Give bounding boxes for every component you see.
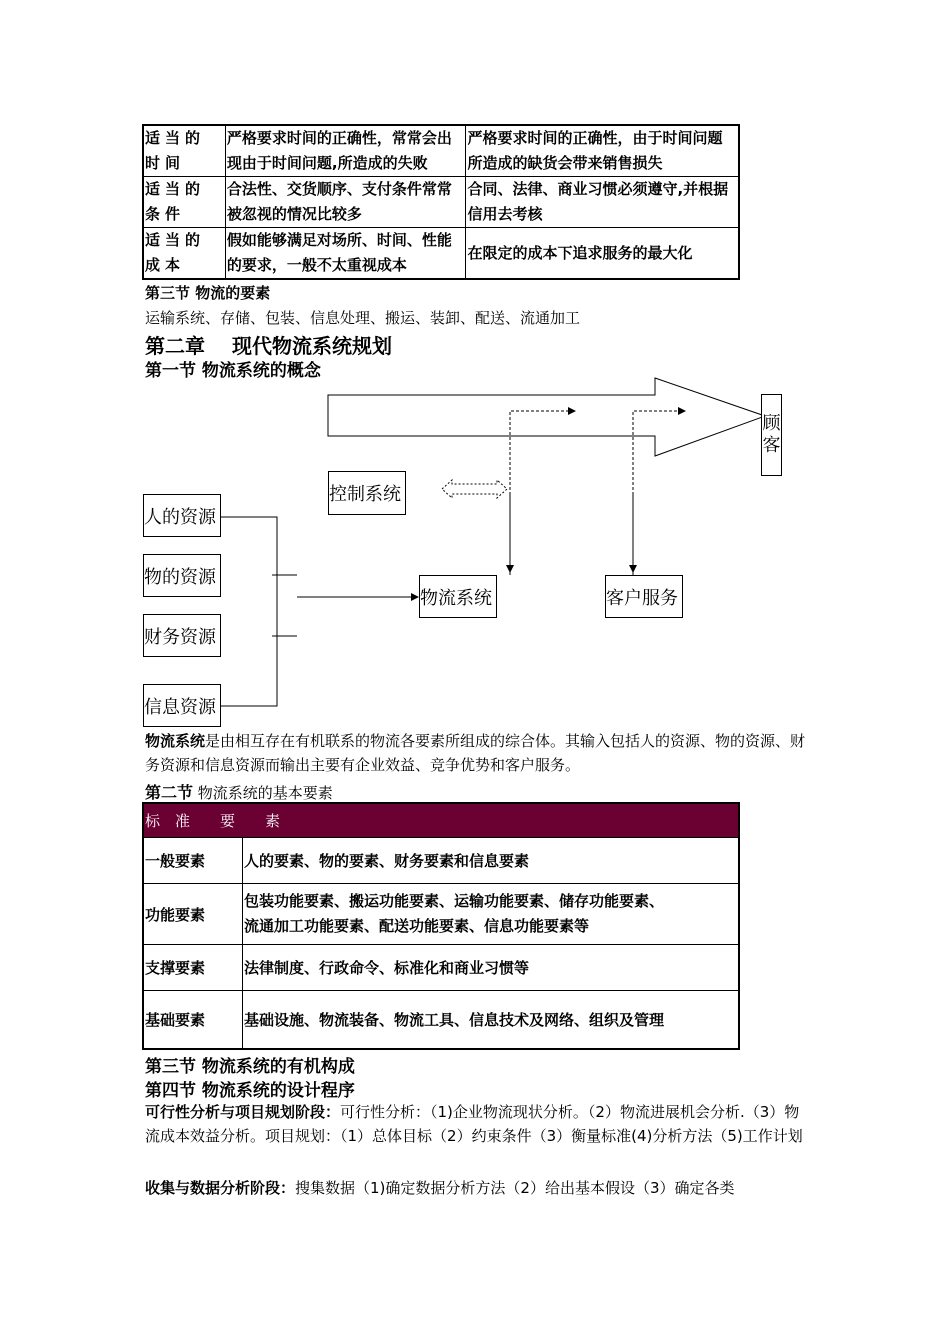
logistics-system-box: 物流系统	[419, 575, 497, 618]
table-cell: 合同、法律、商业习惯必须遵守,并根据信用去考核	[466, 177, 739, 228]
definition-paragraph	[145, 729, 810, 777]
table-cell: 基础要素	[143, 991, 243, 1049]
table-cell: 严格要求时间的正确性，常常会出现由于时间问题,所造成的失败	[225, 125, 466, 177]
basic-elements-table	[142, 802, 740, 1050]
connector-line	[221, 517, 277, 706]
table-cell: 严格要求时间的正确性，由于时间问题所造成的缺货会带来销售损失	[466, 125, 739, 177]
paragraph: 收集与数据分析阶段：搜集数据（1)确定数据分析方法（2）给出基本假设（3）确定各类	[145, 1179, 735, 1197]
double-arrow-shape	[442, 480, 507, 498]
definition-term: 物流系统	[145, 732, 206, 750]
resource-box: 人的资源	[143, 494, 221, 537]
definition-text: 是由相互存在有机联系的物流各要素所组成的综合体。其输入包括人的资源、物的资源、财务资源和信息资源而输出主要有企业效益、竞争优势和客户服务。	[145, 732, 806, 774]
resource-box: 物的资源	[143, 554, 221, 597]
customer-service-box: 客户服务	[605, 575, 683, 618]
resource-box: 信息资源	[143, 684, 221, 727]
section-title: 第三节 物流的要素	[145, 284, 271, 302]
section-title: 第三节 物流系统的有机构成	[145, 1057, 355, 1077]
section-title: 第一节 物流系统的概念	[145, 361, 321, 381]
table-cell: 包装功能要素、搬运功能要素、运输功能要素、储存功能要素、流通加工功能要素、配送功能要素、信息功能要素等	[243, 884, 740, 945]
table-header: 标 准 要 素	[143, 803, 739, 838]
customer-box: 顾客	[761, 394, 782, 476]
paragraph: 可行性分析与项目规划阶段：可行性分析：（1)企业物流现状分析。（2）物流进展机会分析.（3）物流成本效益分析。项目规划：（1）总体目标（2）约束条件（3）衡量标准(4)分析方法（5)工作计划	[145, 1103, 803, 1145]
table-cell: 一般要素	[143, 838, 243, 884]
table-cell: 基础设施、物流装备、物流工具、信息技术及网络、组织及管理	[243, 991, 740, 1049]
table-cell: 在限定的成本下追求服务的最大化	[466, 228, 739, 280]
section-title: 第二节 物流系统的基本要素	[145, 783, 333, 802]
chapter-title: 第二章 现代物流系统规划	[145, 334, 392, 358]
section-title: 第四节 物流系统的设计程序	[145, 1081, 355, 1101]
control-system-box: 控制系统	[328, 471, 406, 515]
resource-box: 财务资源	[143, 614, 221, 657]
table-cell: 适当的时间	[143, 125, 225, 177]
table-cell: 假如能够满足对场所、时间、性能的要求，一般不太重视成本	[225, 228, 466, 280]
table-cell: 适当的成本	[143, 228, 225, 280]
flow-arrow-shape	[328, 378, 765, 456]
table-cell: 功能要素	[143, 884, 243, 945]
table-cell: 法律制度、行政命令、标准化和商业习惯等	[243, 945, 740, 991]
table-cell: 人的要素、物的要素、财务要素和信息要素	[243, 838, 740, 884]
table-cell: 合法性、交货顺序、支付条件常常被忽视的情况比较多	[225, 177, 466, 228]
section-text: 运输系统、存储、包装、信息处理、搬运、装卸、配送、流通加工	[145, 309, 581, 327]
table-cell: 适当的条件	[143, 177, 225, 228]
table-cell: 支撑要素	[143, 945, 243, 991]
